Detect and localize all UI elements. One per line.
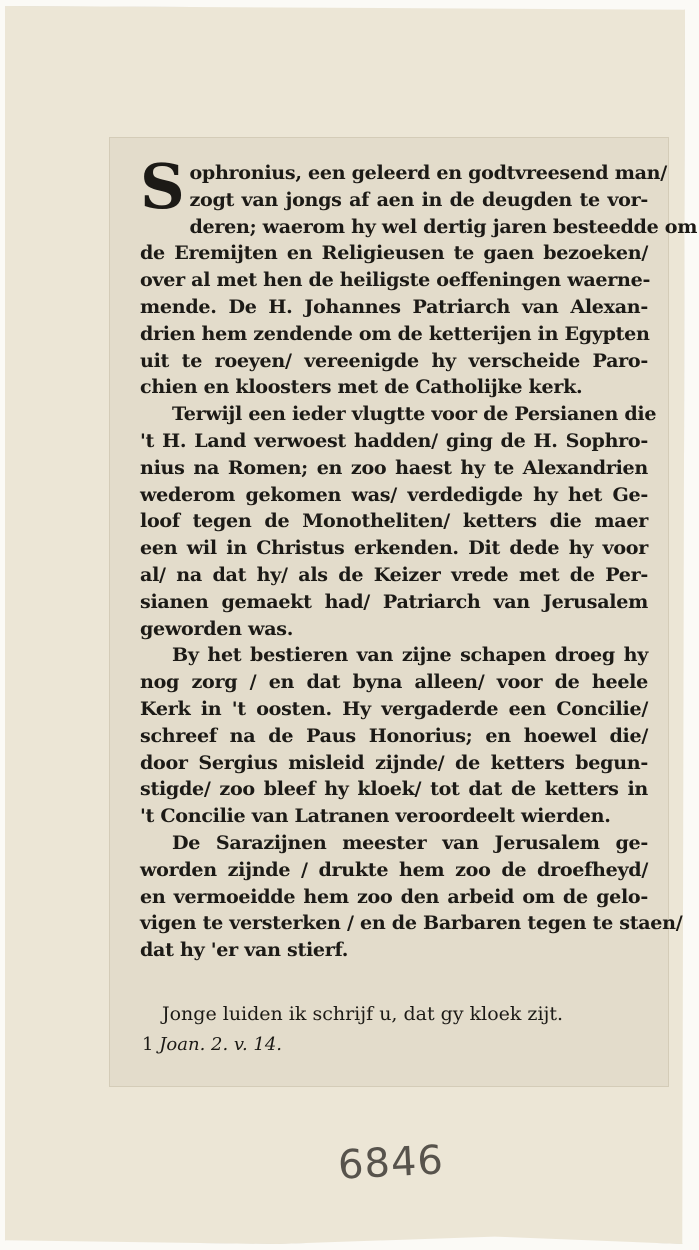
paragraph-1 [140,150,698,401]
text-line: nius na Romen; en zoo haest hy te Alexandrien [140,455,648,479]
text-line: en vermoeidde hem zoo den arbeid om de gelo- [140,884,648,908]
text-line: dat hy 'er van stierf. [140,938,349,962]
text-line: wederom gekomen was/ verdedigde hy het Ge- [140,482,648,506]
paragraph-2 [140,401,657,642]
scripture-reference [142,1034,282,1055]
text-line: de Eremijten en Religieusen te gaen bezoeken/ [140,241,648,265]
reference-prefix: 1 [142,1034,154,1055]
text-line: chien en kloosters met de Catholijke kerk. [140,375,583,399]
text-line: 't H. Land verwoest hadden/ ging de H. Sophro- [140,428,648,452]
text-line: deren; waerom hy wel dertig jaren besteedde om [189,214,698,238]
reference-verse: 2. v. 14. [211,1034,283,1055]
text-line: drien hem zendende om de ketterijen in Egypten [140,321,650,345]
text-line: sianen gemaekt had/ Patriarch van Jerusalem [140,589,648,613]
reference-book: Joan. [159,1034,206,1055]
text-line: worden zijnde / drukte hem zoo de droefheyd/ [140,857,648,881]
handwritten-number: 6846 [336,1137,445,1189]
paragraph-3 [140,642,648,830]
text-line: Kerk in 't oosten. Hy vergaderde een Concilie/ [140,696,648,720]
text-line: een wil in Christus erkenden. Dit dede hy voor [140,536,648,560]
text-line: over al met hen de heiligste oeffeningen waerne- [140,268,651,292]
text-line: 't Concilie van Latranen veroordeelt wierden. [140,804,611,828]
text-line: De Sarazijnen meester van Jerusalem ge- [172,830,648,854]
text-line: stigde/ zoo bleef hy kloek/ tot dat de ketters in [140,777,648,801]
closing-quote: Jonge luiden ik schrijf u, dat gy kloek zijt. [162,1003,564,1025]
text-line: door Sergius misleid zijnde/ de ketters begun- [140,750,648,774]
text-line: mende. De H. Johannes Patriarch van Alexan- [140,294,648,318]
text-line: ophronius, een geleerd en godtvreesend man/ [189,161,667,184]
drop-cap: S [140,150,185,223]
text-line: zogt van jongs af aen in de deugden te vor- [189,187,648,211]
text-line: geworden was. [140,616,294,640]
paragraph-4 [140,830,683,964]
text-line: al/ na dat hy/ als de Keizer vrede met de Per- [140,562,648,586]
text-line: uit te roeyen/ vereenigde hy verscheide Paro- [140,348,648,372]
text-line: Terwijl een ieder vlugtte voor de Persianen die [172,402,657,426]
text-line: loof tegen de Monotheliten/ ketters die maer [140,509,648,533]
text-line: nog zorg / en dat byna alleen/ voor de heele [140,670,648,694]
text-line: vigen te versterken / en de Barbaren tegen te staen/ [140,911,683,935]
main-text [140,150,698,964]
text-line: By het bestieren van zijne schapen droeg hy [172,643,648,667]
text-line: schreef na de Paus Honorius; en hoewel die/ [140,723,648,747]
